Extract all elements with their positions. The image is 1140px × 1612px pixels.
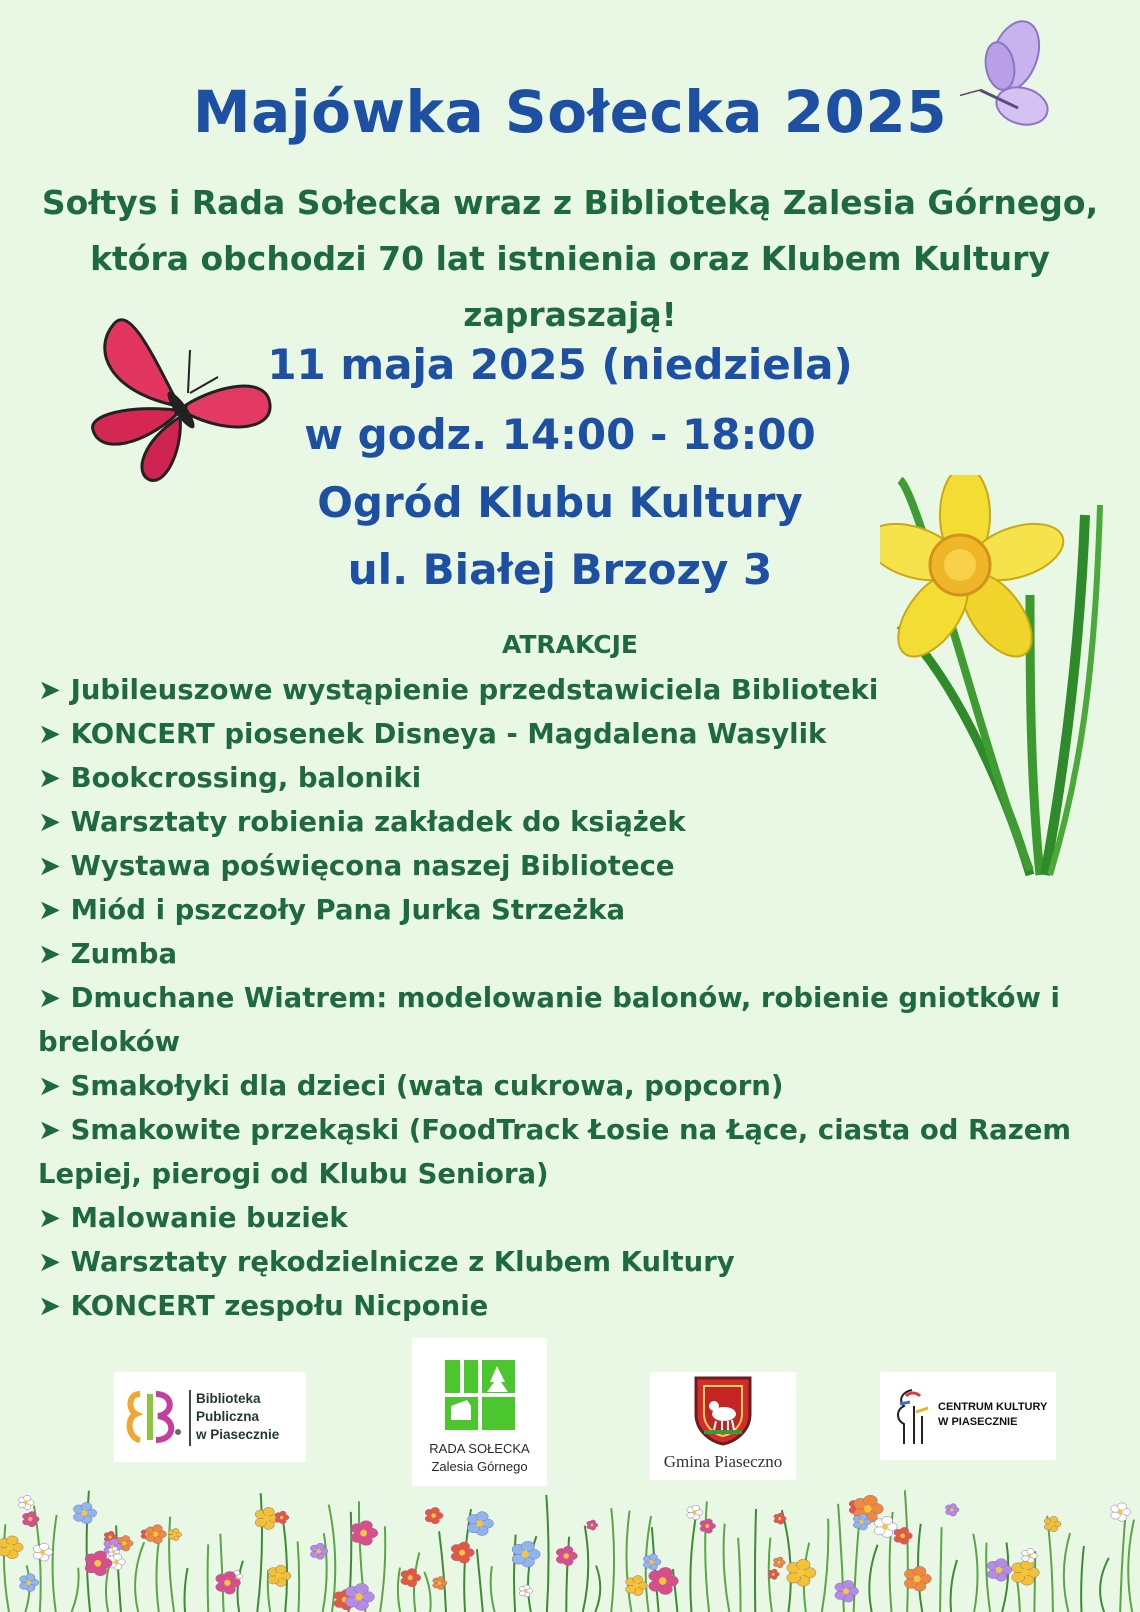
list-item: ➤ KONCERT piosenek Disneya - Magdalena Wasylik	[38, 718, 827, 750]
event-place: Ogród Klubu Kultury	[317, 478, 803, 527]
list-item: ➤ Bookcrossing, baloniki	[38, 762, 422, 794]
event-address: ul. Białej Brzozy 3	[347, 545, 773, 594]
poster-title: Majówka Sołecka 2025	[192, 78, 948, 146]
list-item: ➤ Zumba	[38, 938, 178, 970]
list-item: ➤ Wystawa poświęcona naszej Bibliotece	[38, 850, 675, 882]
wildflowers-border	[0, 1480, 1140, 1612]
list-item: ➤ Dmuchane Wiatrem: modelowanie balonów, robienie gniotków i	[38, 982, 1060, 1014]
event-time: w godz. 14:00 - 18:00	[304, 410, 816, 459]
arrow-bullet-icon: ➤	[38, 806, 62, 838]
arrow-bullet-icon: ➤	[38, 1246, 62, 1278]
coat-of-arms-icon	[690, 1374, 756, 1446]
culture-center-logo-text: CENTRUM KULTURY W PIASECZNIE	[938, 1401, 1048, 1428]
list-item: ➤ Warsztaty rękodzielnicze z Klubem Kultury	[38, 1246, 735, 1278]
red-butterfly-icon	[88, 305, 278, 490]
list-item: ➤ Smakowite przekąski (FoodTrack Łosie na Łące, ciasta od Razem	[38, 1114, 1072, 1146]
attractions-list	[38, 668, 1118, 1328]
library-logo-text: Biblioteka Publiczna w Piasecznie	[196, 1391, 280, 1442]
council-logo	[412, 1338, 547, 1486]
arrow-bullet-icon: ➤	[38, 894, 62, 926]
arrow-bullet-icon: ➤	[38, 850, 62, 882]
arrow-bullet-icon: ➤	[38, 674, 62, 706]
culture-center-logo	[880, 1372, 1056, 1460]
event-date: 11 maja 2025 (niedziela)	[267, 340, 853, 389]
list-item: ➤ KONCERT zespołu Nicponie	[38, 1290, 489, 1322]
library-emblem-icon	[122, 1388, 182, 1448]
list-item-continuation: Lepiej, pierogi od Klubu Seniora)	[38, 1158, 549, 1190]
list-item: ➤ Miód i pszczoły Pana Jurka Strzeżka	[38, 894, 626, 926]
arrow-bullet-icon: ➤	[38, 1290, 62, 1322]
list-item: ➤ Warsztaty robienia zakładek do książek	[38, 806, 686, 838]
arrow-bullet-icon: ➤	[38, 1202, 62, 1234]
library-logo	[114, 1372, 306, 1462]
intro-line: która obchodzi 70 lat istnienia oraz Klubem Kultury	[90, 239, 1050, 278]
arrow-bullet-icon: ➤	[38, 938, 62, 970]
council-logo-text: RADA SOŁECKA Zalesia Górnego	[429, 1441, 530, 1474]
arrow-bullet-icon: ➤	[38, 762, 62, 794]
intro-line: Sołtys i Rada Sołecka wraz z Biblioteką Zalesia Górnego,	[41, 183, 1099, 222]
list-item: ➤ Jubileuszowe wystąpienie przedstawiciela Biblioteki	[38, 674, 879, 706]
arrow-bullet-icon: ➤	[38, 718, 62, 750]
list-item: ➤ Smakołyki dla dzieci (wata cukrowa, popcorn)	[38, 1070, 784, 1102]
culture-center-emblem-icon	[892, 1386, 934, 1446]
attractions-title: ATRAKCJE	[501, 630, 639, 659]
intro-line: zapraszają!	[463, 295, 677, 334]
arrow-bullet-icon: ➤	[38, 982, 62, 1014]
list-item: ➤ Malowanie buziek	[38, 1202, 348, 1234]
list-item-continuation: breloków	[38, 1026, 181, 1058]
commune-logo-text: Gmina Piaseczno	[663, 1452, 783, 1471]
arrow-bullet-icon: ➤	[38, 1070, 62, 1102]
council-emblem-icon	[445, 1360, 515, 1430]
arrow-bullet-icon: ➤	[38, 1114, 62, 1146]
commune-logo	[650, 1372, 796, 1480]
